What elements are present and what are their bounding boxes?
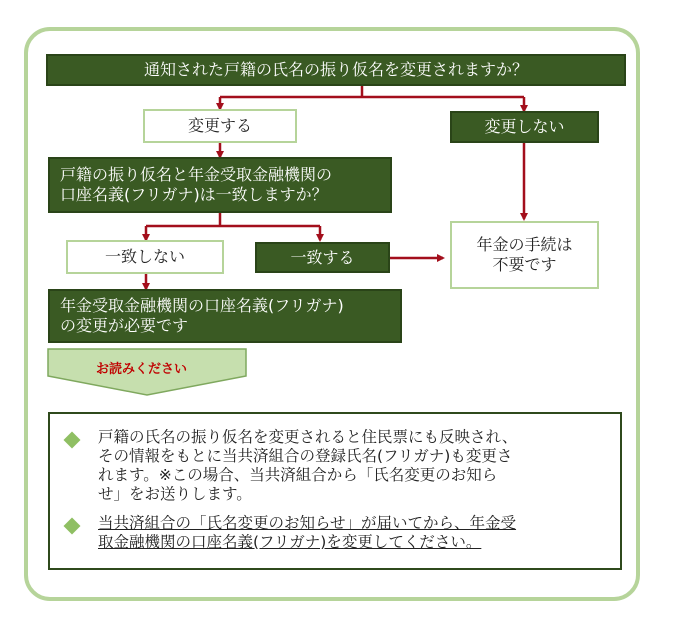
question-account-match	[48, 157, 392, 213]
answer-change-text: 変更する	[187, 116, 252, 135]
question-account-match-line2: 口座名義(フリガナ)は一致しますか？	[60, 185, 328, 204]
diamond-bullet-icon	[64, 518, 81, 535]
notice-item-2-line2: 取金融機関の口座名義(フリガナ)を変更してください。	[98, 533, 482, 551]
answer-mismatch-text: 一致しない	[104, 247, 185, 266]
notice-box	[48, 412, 622, 570]
notice-item-1-line2: その情報をもとに当共済組合の登録氏名(フリガナ)も変更さ	[98, 447, 513, 465]
question-change-reading-text: 通知された戸籍の氏名の振り仮名を変更されますか？	[143, 60, 528, 79]
answer-no-change	[450, 111, 599, 143]
result-no-procedure-line1: 年金の手続は	[476, 235, 573, 254]
read-notice-label: お読みください	[96, 362, 188, 377]
result-no-procedure	[450, 221, 599, 289]
answer-change	[143, 109, 297, 143]
result-change-required	[48, 289, 402, 343]
diamond-bullet-icon	[64, 432, 81, 449]
answer-no-change-text: 変更しない	[484, 117, 565, 136]
notice-item-1	[98, 428, 608, 504]
result-change-required-line2: の変更が必要です	[60, 316, 189, 335]
notice-item-1-line1: 戸籍の氏名の振り仮名を変更されると住民票にも反映され、	[98, 428, 518, 446]
result-change-required-line1: 年金受取金融機関の口座名義(フリガナ)	[60, 296, 344, 315]
result-no-procedure-line2: 不要です	[492, 255, 557, 274]
notice-item-2	[98, 514, 608, 552]
question-change-reading	[46, 54, 626, 86]
answer-match-text: 一致する	[290, 247, 355, 267]
notice-item-1-line3: れます。※この場合、当共済組合から「氏名変更のお知ら	[98, 466, 498, 484]
notice-item-1-line4: せ」をお送りします。	[98, 485, 252, 503]
question-account-match-line1: 戸籍の振り仮名と年金受取金融機関の	[60, 165, 333, 184]
answer-match	[255, 242, 390, 273]
notice-item-2-line1: 当共済組合の「氏名変更のお知らせ」が届いてから、年金受	[98, 514, 517, 532]
answer-mismatch	[66, 240, 224, 274]
